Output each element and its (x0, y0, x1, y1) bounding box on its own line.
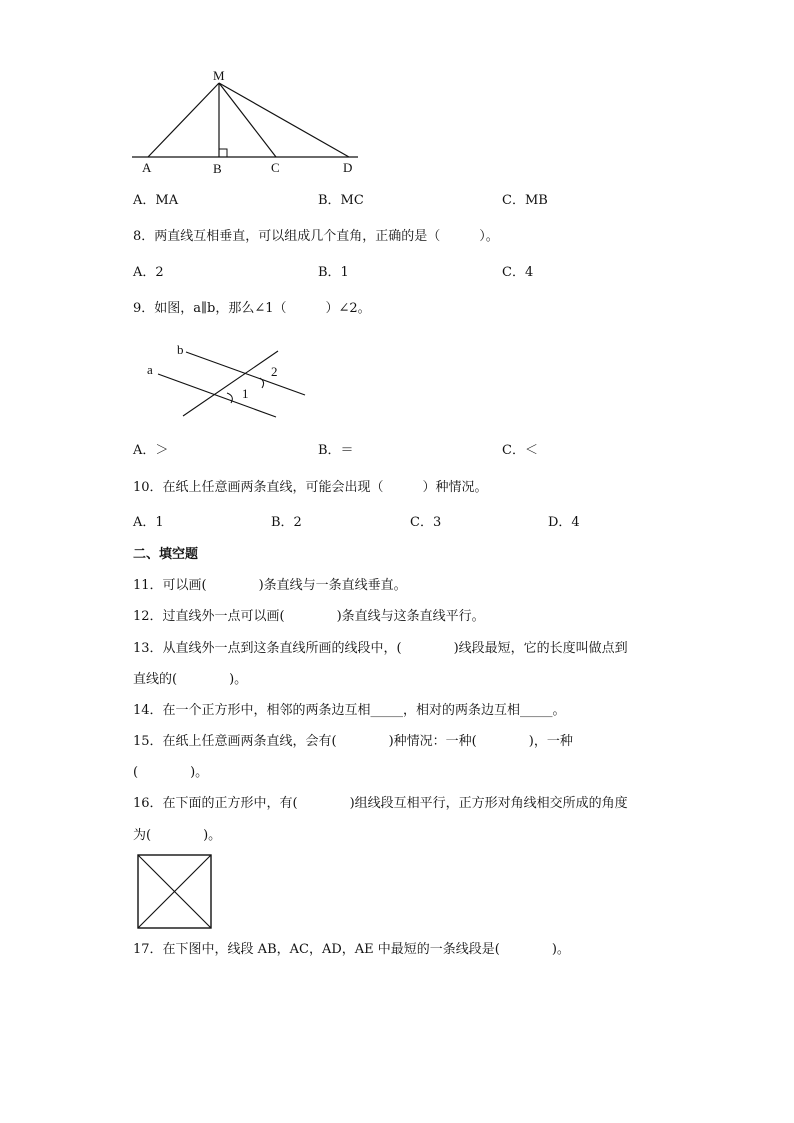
q9-option-b: B．＝ (318, 443, 354, 458)
angle-label-2: 2 (271, 364, 278, 379)
segment-ma (148, 83, 219, 157)
right-angle-mark (219, 149, 227, 157)
q7-option-c: C．MB (502, 193, 548, 208)
section-title: 二、填空题 (133, 547, 199, 562)
q10-option-a: A．1 (133, 515, 164, 530)
q12: 12．过直线外一点可以画( )条直线与这条直线平行。 (133, 609, 485, 624)
q8-option-b: B．1 (318, 265, 349, 280)
q11: 11．可以画( )条直线与一条直线垂直。 (133, 578, 407, 593)
q7-figure (130, 66, 360, 176)
q15-line2: ( )。 (133, 765, 209, 780)
point-label-b: B (213, 161, 222, 176)
q10-option-c: C．3 (410, 515, 442, 530)
segment-mc (219, 83, 276, 157)
segment-md (219, 83, 349, 157)
q17: 17．在下图中，线段 AB，AC，AD，AE 中最短的一条线段是( )。 (133, 942, 570, 957)
q9-stem: 9．如图，a∥b，那么∠1（ ）∠2。 (133, 301, 371, 316)
angle-1-arc (227, 393, 232, 403)
q8-option-a: A．2 (133, 265, 164, 280)
q8-option-c: C．4 (502, 265, 534, 280)
q14: 14．在一个正方形中，相邻的两条边互相_____，相对的两条边互相_____。 (133, 703, 566, 718)
q16-square-figure (137, 854, 213, 930)
line-label-b: b (177, 342, 184, 357)
q13-line1: 13．从直线外一点到这条直线所画的线段中，( )线段最短，它的长度叫做点到 (133, 641, 628, 656)
q16-line2: 为( )。 (133, 828, 222, 843)
q7-option-a: A．MA (133, 193, 179, 208)
q7-option-b: B．MC (318, 193, 364, 208)
point-label-a: A (142, 160, 152, 175)
q15-line1: 15．在纸上任意画两条直线，会有( )种情况：一种( )，一种 (133, 734, 573, 749)
q10-option-b: B．2 (271, 515, 302, 530)
q9-option-c: C．＜ (502, 443, 538, 458)
q10-stem: 10．在纸上任意画两条直线，可能会出现（ ）种情况。 (133, 480, 488, 495)
point-label-m: M (213, 68, 225, 83)
q8-stem: 8．两直线互相垂直，可以组成几个直角，正确的是（ ）。 (133, 229, 499, 244)
q10-option-d: D．4 (548, 515, 580, 530)
q16-line1: 16．在下面的正方形中，有( )组线段互相平行，正方形对角线相交所成的角度 (133, 796, 628, 811)
angle-label-1: 1 (242, 386, 249, 401)
line-a (158, 374, 276, 417)
q13-line2: 直线的( )。 (133, 672, 248, 687)
q9-option-a: A．＞ (133, 443, 169, 458)
q9-figure (145, 341, 325, 421)
line-label-a: a (147, 362, 153, 377)
point-label-c: C (271, 160, 280, 175)
point-label-d: D (343, 160, 353, 175)
